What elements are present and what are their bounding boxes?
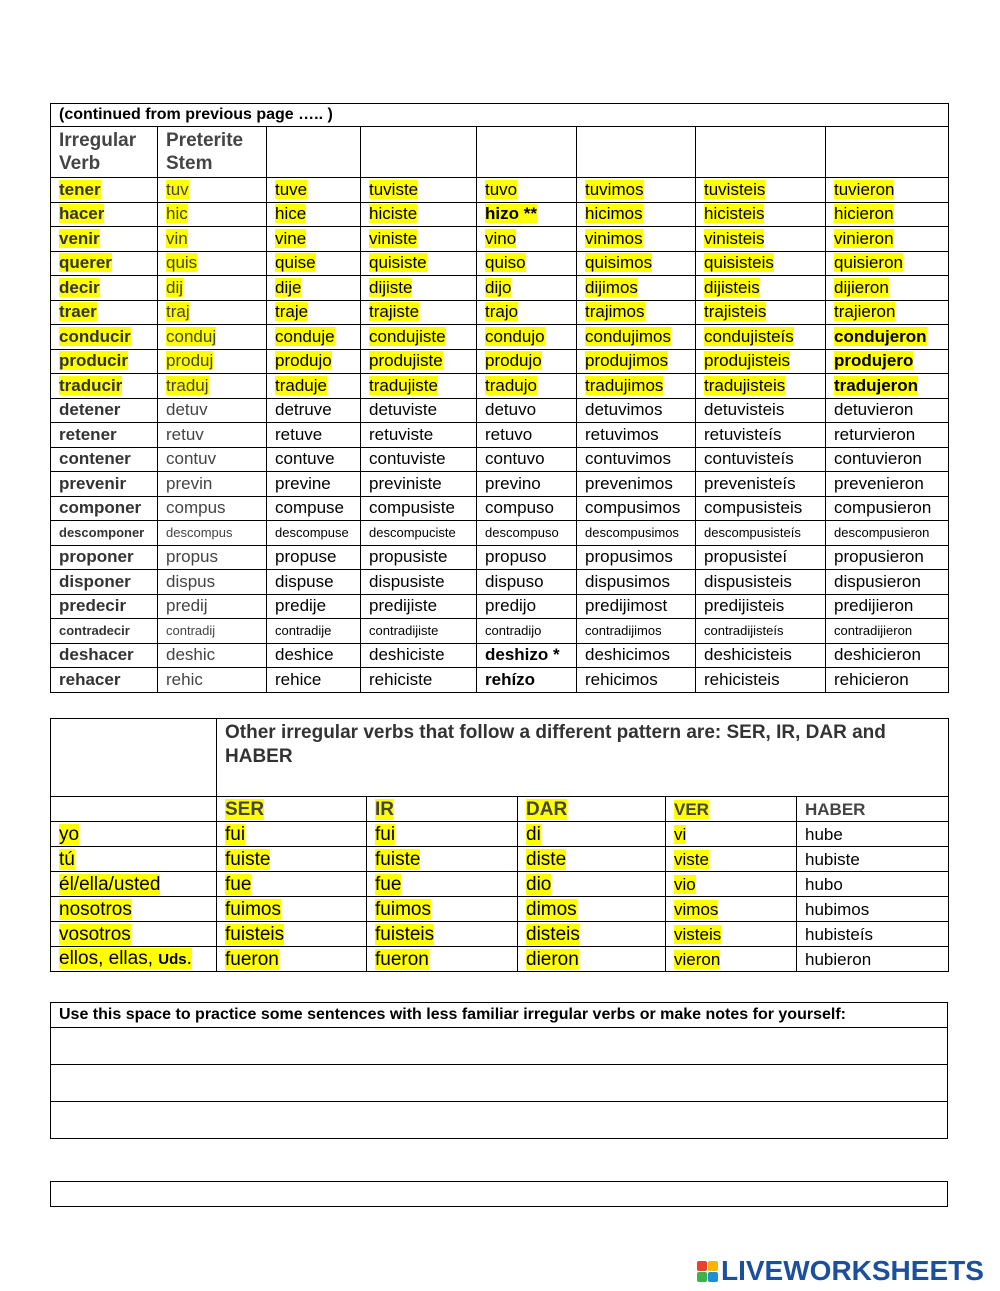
conjugation-cell: produjimos	[577, 349, 696, 374]
conjugation-cell: compuso	[477, 496, 577, 521]
conjugation-cell: quisisteis	[696, 251, 826, 276]
header-empty	[826, 127, 949, 178]
conjugation-cell: traje	[267, 300, 361, 325]
practice-line[interactable]	[51, 1102, 948, 1139]
conjugation-cell: detuvo	[477, 398, 577, 423]
header-empty	[577, 127, 696, 178]
conjugation-cell: produjisteis	[696, 349, 826, 374]
conjugation-cell: detruve	[267, 398, 361, 423]
conjugation-cell: hubimos	[797, 897, 949, 922]
conjugation-cell: compusisteis	[696, 496, 826, 521]
pronoun-cell: yo	[51, 822, 217, 847]
conjugation-cell: hubiste	[797, 847, 949, 872]
conjugation-cell: quise	[267, 251, 361, 276]
conjugation-cell: viniste	[361, 227, 477, 252]
conjugation-cell: vine	[267, 227, 361, 252]
verb-cell: hacer	[51, 202, 158, 227]
conjugation-cell: traduje	[267, 374, 361, 399]
conjugation-cell: hubo	[797, 872, 949, 897]
conjugation-cell: predijo	[477, 594, 577, 619]
verb-cell: predecir	[51, 594, 158, 619]
verb-cell: venir	[51, 227, 158, 252]
conjugation-cell: hicieron	[826, 202, 949, 227]
stem-cell: detuv	[158, 398, 267, 423]
pronoun-cell: tú	[51, 847, 217, 872]
stem-cell: propus	[158, 545, 267, 570]
header-irregular-verb: Irregular Verb	[51, 127, 158, 178]
conjugation-cell: retuvisteís	[696, 423, 826, 448]
stem-cell: hic	[158, 202, 267, 227]
conjugation-cell: dispuso	[477, 570, 577, 595]
conjugation-cell: propuse	[267, 545, 361, 570]
conjugation-cell: fuiste	[367, 847, 518, 872]
verb-cell: querer	[51, 251, 158, 276]
header-empty	[696, 127, 826, 178]
conjugation-cell: quisiste	[361, 251, 477, 276]
verb-cell: componer	[51, 496, 158, 521]
conjugation-cell: compusieron	[826, 496, 949, 521]
stem-cell: dij	[158, 276, 267, 301]
conjugation-cell: fueron	[367, 947, 518, 972]
conjugation-cell: contradijimos	[577, 619, 696, 644]
conjugation-cell: contuvimos	[577, 447, 696, 472]
practice-notes-table	[50, 1002, 948, 1139]
stem-cell: contuv	[158, 447, 267, 472]
practice-line[interactable]	[51, 1028, 948, 1065]
conjugation-cell: dijiste	[361, 276, 477, 301]
conjugation-cell: compusimos	[577, 496, 696, 521]
conjugation-cell: fuisteis	[217, 922, 367, 947]
conjugation-cell: deshice	[267, 643, 361, 668]
verb-cell: tener	[51, 178, 158, 203]
verb-row	[51, 349, 949, 374]
verb-cell: deshacer	[51, 643, 158, 668]
practice-header: Use this space to practice some sentences with less familiar irregular verbs or make notes for yourself:	[51, 1003, 948, 1028]
conjugation-cell: contradije	[267, 619, 361, 644]
conjugation-cell: predijiste	[361, 594, 477, 619]
pronoun-row	[51, 947, 949, 972]
pronoun-cell: vosotros	[51, 922, 217, 947]
header-empty	[267, 127, 361, 178]
conjugation-cell: predijieron	[826, 594, 949, 619]
conjugation-cell: visteis	[666, 922, 797, 947]
conjugation-cell: rehicieron	[826, 668, 949, 693]
conjugation-cell: descompuciste	[361, 521, 477, 546]
conjugation-cell: tradujeron	[826, 374, 949, 399]
verb-cell: descomponer	[51, 521, 158, 546]
conjugation-cell: tradujo	[477, 374, 577, 399]
logo-text: LIVEWORKSHEETS	[721, 1255, 984, 1286]
conjugation-cell: dijo	[477, 276, 577, 301]
conjugation-cell: prevenieron	[826, 472, 949, 497]
conjugation-cell: descompusimos	[577, 521, 696, 546]
continued-note: (continued from previous page ….. )	[51, 104, 949, 127]
conjugation-cell: dispusisteis	[696, 570, 826, 595]
conjugation-cell: tuvo	[477, 178, 577, 203]
stem-cell: previn	[158, 472, 267, 497]
pronoun-cell: él/ella/usted	[51, 872, 217, 897]
conjugation-cell: di	[518, 822, 666, 847]
conjugation-cell: vino	[477, 227, 577, 252]
conjugation-cell: fuimos	[217, 897, 367, 922]
practice-line[interactable]	[51, 1065, 948, 1102]
conjugation-cell: hiciste	[361, 202, 477, 227]
conjugation-cell: rehicimos	[577, 668, 696, 693]
verb-row	[51, 178, 949, 203]
conjugation-cell: tradujiste	[361, 374, 477, 399]
verb-cell: detener	[51, 398, 158, 423]
other-verbs-title: Other irregular verbs that follow a different pattern are: SER, IR, DAR and HABER	[217, 719, 949, 797]
verb-cell: prevenir	[51, 472, 158, 497]
conjugation-cell: hubieron	[797, 947, 949, 972]
conjugation-cell: dimos	[518, 897, 666, 922]
conjugation-cell: retuve	[267, 423, 361, 448]
verb-cell: rehacer	[51, 668, 158, 693]
conjugation-cell: contradijisteís	[696, 619, 826, 644]
conjugation-cell: produjiste	[361, 349, 477, 374]
conjugation-cell: produjero	[826, 349, 949, 374]
pronoun-header-empty	[51, 797, 217, 822]
verb-row	[51, 472, 949, 497]
conjugation-cell: deshicieron	[826, 643, 949, 668]
conjugation-cell: contuvisteís	[696, 447, 826, 472]
pronoun-row	[51, 872, 949, 897]
logo-mark-icon	[697, 1261, 718, 1282]
conjugation-cell: hicimos	[577, 202, 696, 227]
conjugation-cell: vinieron	[826, 227, 949, 252]
conjugation-cell: dispusieron	[826, 570, 949, 595]
conjugation-cell: dispusimos	[577, 570, 696, 595]
conjugation-cell: descompuse	[267, 521, 361, 546]
verb-row	[51, 496, 949, 521]
verb-cell: proponer	[51, 545, 158, 570]
conjugation-cell: propusimos	[577, 545, 696, 570]
verb-row	[51, 374, 949, 399]
conjugation-cell: hicisteis	[696, 202, 826, 227]
verb-cell: producir	[51, 349, 158, 374]
conjugation-cell: produjo	[267, 349, 361, 374]
conjugation-cell: disteis	[518, 922, 666, 947]
conjugation-cell: hube	[797, 822, 949, 847]
conjugation-cell: detuvieron	[826, 398, 949, 423]
conjugation-cell: vieron	[666, 947, 797, 972]
pronoun-row	[51, 847, 949, 872]
conjugation-cell: dijisteis	[696, 276, 826, 301]
conjugation-cell: fuiste	[217, 847, 367, 872]
stem-cell: descompus	[158, 521, 267, 546]
conjugation-cell: trajiste	[361, 300, 477, 325]
conjugation-cell: contuvieron	[826, 447, 949, 472]
blank-answer-box	[50, 1181, 948, 1207]
stem-cell: deshic	[158, 643, 267, 668]
conjugation-cell: rehízo	[477, 668, 577, 693]
verb-row	[51, 447, 949, 472]
conjugation-cell: tuve	[267, 178, 361, 203]
verb-row	[51, 300, 949, 325]
pronoun-row	[51, 897, 949, 922]
header-empty	[477, 127, 577, 178]
conjugation-cell: contradijo	[477, 619, 577, 644]
conjugation-cell: hubisteís	[797, 922, 949, 947]
conjugation-cell: deshiciste	[361, 643, 477, 668]
conjugation-cell: returvieron	[826, 423, 949, 448]
conjugation-cell: contradijieron	[826, 619, 949, 644]
conjugation-cell: retuviste	[361, 423, 477, 448]
pronoun-row	[51, 822, 949, 847]
conjugation-cell: contradijiste	[361, 619, 477, 644]
column-header: DAR	[518, 797, 666, 822]
conjugation-cell: vinimos	[577, 227, 696, 252]
header-preterite-stem: Preterite Stem	[158, 127, 267, 178]
stem-cell: traduj	[158, 374, 267, 399]
conjugation-cell: tuviste	[361, 178, 477, 203]
verb-row	[51, 398, 949, 423]
conjugation-cell: propuso	[477, 545, 577, 570]
conjugation-cell: detuvisteis	[696, 398, 826, 423]
conjugation-cell: condujo	[477, 325, 577, 350]
conjugation-cell: prevenisteís	[696, 472, 826, 497]
conjugation-cell: trajieron	[826, 300, 949, 325]
conjugation-cell: dio	[518, 872, 666, 897]
pronoun-row	[51, 922, 949, 947]
verb-cell: traducir	[51, 374, 158, 399]
verb-row	[51, 251, 949, 276]
stem-cell: compus	[158, 496, 267, 521]
conjugation-cell: propusiste	[361, 545, 477, 570]
conjugation-cell: detuviste	[361, 398, 477, 423]
conjugation-cell: condujimos	[577, 325, 696, 350]
verb-row	[51, 643, 949, 668]
verb-row	[51, 619, 949, 644]
conjugation-cell: conduje	[267, 325, 361, 350]
verb-row	[51, 325, 949, 350]
conjugation-cell: tuvimos	[577, 178, 696, 203]
conjugation-cell: diste	[518, 847, 666, 872]
verb-cell: contener	[51, 447, 158, 472]
conjugation-cell: previniste	[361, 472, 477, 497]
conjugation-cell: dieron	[518, 947, 666, 972]
stem-cell: rehic	[158, 668, 267, 693]
stem-cell: predij	[158, 594, 267, 619]
conjugation-cell: prevenimos	[577, 472, 696, 497]
stem-cell: contradij	[158, 619, 267, 644]
conjugation-cell: quiso	[477, 251, 577, 276]
conjugation-cell: contuve	[267, 447, 361, 472]
stem-cell: quis	[158, 251, 267, 276]
verb-row	[51, 521, 949, 546]
conjugation-cell: propusisteí	[696, 545, 826, 570]
conjugation-cell: fue	[367, 872, 518, 897]
conjugation-cell: contuviste	[361, 447, 477, 472]
conjugation-cell: tradujimos	[577, 374, 696, 399]
stem-cell: retuv	[158, 423, 267, 448]
verb-cell: disponer	[51, 570, 158, 595]
conjugation-cell: rehicisteis	[696, 668, 826, 693]
conjugation-cell: tuvieron	[826, 178, 949, 203]
conjugation-cell: retuvimos	[577, 423, 696, 448]
conjugation-cell: tuvisteis	[696, 178, 826, 203]
header-empty	[361, 127, 477, 178]
conjugation-cell: retuvo	[477, 423, 577, 448]
conjugation-cell: fueron	[217, 947, 367, 972]
conjugation-cell: rehice	[267, 668, 361, 693]
other-irregular-verbs-table	[50, 718, 949, 972]
irregular-preterite-table	[50, 103, 949, 693]
conjugation-cell: trajo	[477, 300, 577, 325]
corner-empty	[51, 719, 217, 797]
conjugation-cell: predijimost	[577, 594, 696, 619]
blank-line[interactable]	[51, 1182, 948, 1207]
verb-row	[51, 202, 949, 227]
verb-row	[51, 227, 949, 252]
conjugation-cell: produjo	[477, 349, 577, 374]
verb-row	[51, 594, 949, 619]
column-header: HABER	[797, 797, 949, 822]
verb-cell: contradecir	[51, 619, 158, 644]
conjugation-cell: previno	[477, 472, 577, 497]
conjugation-cell: dispusiste	[361, 570, 477, 595]
conjugation-cell: rehiciste	[361, 668, 477, 693]
stem-cell: produj	[158, 349, 267, 374]
conjugation-cell: dije	[267, 276, 361, 301]
conjugation-cell: trajisteis	[696, 300, 826, 325]
conjugation-cell: vi	[666, 822, 797, 847]
conjugation-cell: descompusisteís	[696, 521, 826, 546]
verb-row	[51, 423, 949, 448]
conjugation-cell: compusiste	[361, 496, 477, 521]
conjugation-cell: fui	[367, 822, 518, 847]
conjugation-cell: tradujisteis	[696, 374, 826, 399]
conjugation-cell: quisieron	[826, 251, 949, 276]
conjugation-cell: descompuso	[477, 521, 577, 546]
verb-cell: traer	[51, 300, 158, 325]
conjugation-cell: fue	[217, 872, 367, 897]
conjugation-cell: hice	[267, 202, 361, 227]
verb-cell: conducir	[51, 325, 158, 350]
pronoun-cell: nosotros	[51, 897, 217, 922]
conjugation-cell: fui	[217, 822, 367, 847]
conjugation-cell: condujiste	[361, 325, 477, 350]
liveworksheets-logo	[697, 1256, 984, 1286]
stem-cell: dispus	[158, 570, 267, 595]
conjugation-cell: previne	[267, 472, 361, 497]
verb-row	[51, 276, 949, 301]
conjugation-cell: condujeron	[826, 325, 949, 350]
verb-cell: decir	[51, 276, 158, 301]
conjugation-cell: compuse	[267, 496, 361, 521]
conjugation-cell: vio	[666, 872, 797, 897]
stem-cell: traj	[158, 300, 267, 325]
conjugation-cell: detuvimos	[577, 398, 696, 423]
conjugation-cell: contuvo	[477, 447, 577, 472]
conjugation-cell: vimos	[666, 897, 797, 922]
stem-cell: tuv	[158, 178, 267, 203]
conjugation-cell: deshizo *	[477, 643, 577, 668]
conjugation-cell: trajimos	[577, 300, 696, 325]
verb-cell: retener	[51, 423, 158, 448]
conjugation-cell: quisimos	[577, 251, 696, 276]
column-header: VER	[666, 797, 797, 822]
conjugation-cell: dijimos	[577, 276, 696, 301]
conjugation-cell: descompusieron	[826, 521, 949, 546]
conjugation-cell: propusieron	[826, 545, 949, 570]
conjugation-cell: vinisteis	[696, 227, 826, 252]
verb-row	[51, 668, 949, 693]
pronoun-cell: ellos, ellas, Uds.	[51, 947, 217, 972]
column-header: SER	[217, 797, 367, 822]
conjugation-cell: fuisteis	[367, 922, 518, 947]
verb-row	[51, 570, 949, 595]
conjugation-cell: dispuse	[267, 570, 361, 595]
conjugation-cell: predije	[267, 594, 361, 619]
conjugation-cell: deshicisteis	[696, 643, 826, 668]
conjugation-cell: condujisteís	[696, 325, 826, 350]
stem-cell: vin	[158, 227, 267, 252]
conjugation-cell: viste	[666, 847, 797, 872]
conjugation-cell: dijieron	[826, 276, 949, 301]
conjugation-cell: fuimos	[367, 897, 518, 922]
column-header-row	[51, 797, 949, 822]
column-header: IR	[367, 797, 518, 822]
conjugation-cell: predijisteis	[696, 594, 826, 619]
conjugation-cell: deshicimos	[577, 643, 696, 668]
conjugation-cell: hizo **	[477, 202, 577, 227]
verb-row	[51, 545, 949, 570]
stem-cell: conduj	[158, 325, 267, 350]
